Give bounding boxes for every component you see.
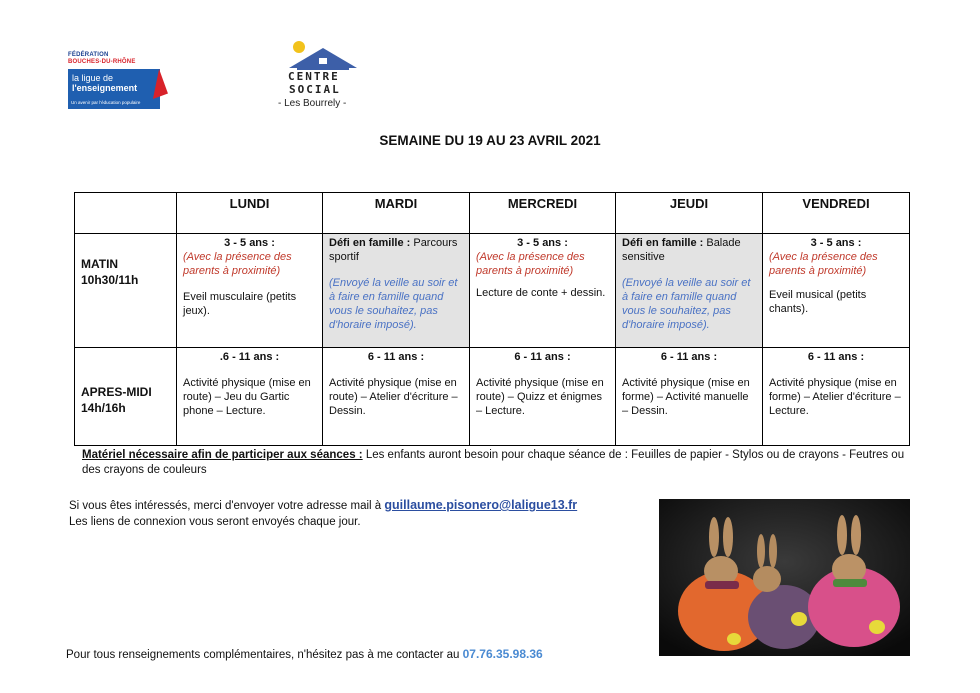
materiel-section	[82, 448, 912, 478]
morning-label-text: MATIN	[81, 257, 119, 271]
activity-text: Activité physique (mise en forme) – Atelier d'écriture – Lecture.	[769, 377, 901, 417]
ligue-line1: la ligue de	[72, 73, 114, 83]
table-row-afternoon	[75, 348, 910, 446]
phone-number: 07.76.35.98.36	[462, 647, 543, 661]
interest-line1: Si vous êtes intéressés, merci d'envoyer votre adresse mail à	[69, 500, 385, 512]
age-group: 6 - 11 ans :	[367, 351, 425, 363]
afternoon-vendredi	[763, 348, 910, 446]
footer-text: Pour tous renseignements complémentaires, n'hésitez pas à me contacter au	[66, 649, 463, 661]
morning-mercredi	[470, 234, 616, 348]
interest-section	[69, 497, 577, 530]
ligue-federation: FÉDÉRATION	[68, 52, 109, 58]
afternoon-lundi	[177, 348, 323, 446]
email-link[interactable]: guillaume.pisonero@laligue13.fr	[384, 498, 578, 512]
table-header-row	[75, 193, 910, 234]
header-jeudi: JEUDI	[616, 193, 763, 234]
easter-bunnies-image	[659, 499, 910, 656]
age-group: 6 - 11 ans :	[660, 351, 718, 363]
defi-title: Défi en famille :	[622, 237, 704, 249]
afternoon-mardi	[323, 348, 470, 446]
centre-line3: - Les Bourrely -	[278, 98, 347, 109]
age-group: 3 - 5 ans :	[810, 237, 862, 249]
morning-vendredi	[763, 234, 910, 348]
ligue-tagline: Un avenir par l'éducation populaire	[71, 100, 141, 105]
defi-name: Balade sensitive	[622, 237, 741, 263]
header-mardi: MARDI	[323, 193, 470, 234]
ligue-arrow-icon	[144, 69, 168, 99]
interest-line2: Les liens de connexion vous seront envoyés chaque jour.	[69, 516, 361, 528]
centre-line2: SOCIAL	[289, 83, 341, 96]
house-sun-icon	[275, 40, 375, 74]
afternoon-label-text: APRES-MIDI	[81, 385, 152, 399]
morning-mardi	[323, 234, 470, 348]
materiel-text: Les enfants auront besoin pour chaque séance de : Feuilles de papier - Stylos ou de crayons - Feutres ou des crayons de couleurs	[82, 449, 905, 476]
afternoon-mercredi	[470, 348, 616, 446]
activity-text: Activité physique (mise en route) – Quizz et énigmes – Lecture.	[476, 377, 604, 417]
morning-time: 10h30/11h	[81, 273, 139, 287]
afternoon-time: 14h/16h	[81, 401, 126, 415]
centre-social-logo	[275, 40, 375, 116]
schedule-table	[74, 192, 910, 446]
activity-text: Activité physique (mise en route) – Atelier d'écriture – Dessin.	[329, 377, 458, 417]
defi-note: (Envoyé la veille au soir et à faire en famille quand vous le souhaitez, pas d'horaire imposé).	[329, 277, 458, 331]
header-vendredi: VENDREDI	[763, 193, 910, 234]
table-row-morning	[75, 234, 910, 348]
age-group: 3 - 5 ans :	[224, 237, 275, 249]
centre-line1: CENTRE	[288, 70, 340, 83]
defi-note: (Envoyé la veille au soir et à faire en famille quand vous le souhaitez, pas d'horaire imposé).	[622, 277, 751, 331]
age-group: 6 - 11 ans :	[514, 351, 571, 363]
ligue-logo	[68, 52, 164, 114]
afternoon-label	[75, 348, 177, 446]
header-empty	[75, 193, 177, 234]
parent-note: (Avec la présence des parents à proximité)	[183, 251, 292, 277]
age-group: 6 - 11 ans :	[807, 351, 865, 363]
activity-text: Activité physique (mise en forme) – Activité manuelle – Dessin.	[622, 377, 750, 417]
header-lundi: LUNDI	[177, 193, 323, 234]
footer	[66, 647, 543, 661]
morning-label	[75, 234, 177, 348]
morning-lundi	[177, 234, 323, 348]
ligue-line2: l'enseignement	[72, 83, 138, 93]
materiel-heading: Matériel nécessaire afin de participer aux séances :	[82, 449, 363, 461]
age-group: 3 - 5 ans :	[517, 237, 568, 249]
activity-text: Eveil musculaire (petits jeux).	[183, 291, 297, 317]
parent-note: (Avec la présence des parents à proximité)	[769, 251, 878, 277]
afternoon-jeudi	[616, 348, 763, 446]
activity-text: Eveil musical (petits chants).	[769, 289, 867, 315]
ligue-box	[68, 69, 160, 109]
defi-title: Défi en famille :	[329, 237, 411, 249]
morning-jeudi	[616, 234, 763, 348]
activity-text: Lecture de conte + dessin.	[476, 287, 606, 299]
page-title: SEMAINE DU 19 AU 23 AVRIL 2021	[379, 133, 601, 148]
defi-name: Parcours sportif	[329, 237, 458, 263]
parent-note: (Avec la présence des parents à proximité)	[476, 251, 585, 277]
ligue-region: BOUCHES-DU-RHÔNE	[68, 59, 136, 65]
header-mercredi: MERCREDI	[470, 193, 616, 234]
activity-text: Activité physique (mise en route) – Jeu du Gartic phone – Lecture.	[183, 377, 311, 417]
age-group: .6 - 11 ans :	[219, 351, 280, 363]
